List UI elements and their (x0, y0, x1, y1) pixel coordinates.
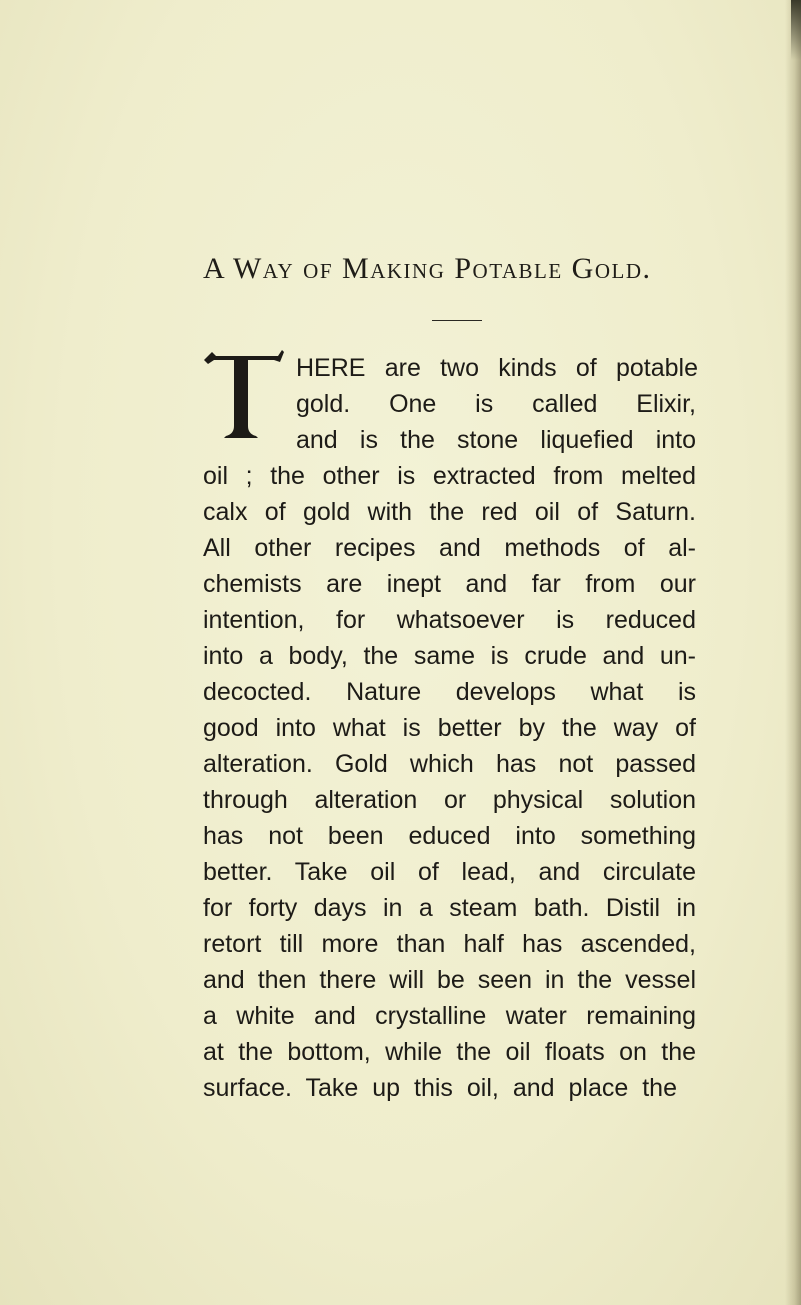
text-line: good into what is better by the way of (203, 714, 696, 742)
text-line: through alteration or physical solution (203, 786, 696, 814)
text-line: and is the stone liquefied into (296, 426, 696, 454)
text-line: surface. Take up this oil, and place the (203, 1074, 677, 1102)
text-line: has not been educed into something (203, 822, 696, 850)
text-line: for forty days in a steam bath. Distil in (203, 894, 696, 922)
text-line: gold. One is called Elixir, (296, 390, 696, 418)
text-line: and then there will be seen in the vessel (203, 966, 696, 994)
text-line: at the bottom, while the oil floats on the (203, 1038, 696, 1066)
text-line: All other recipes and methods of al- (203, 534, 696, 562)
text-line: a white and crystalline water remaining (203, 1002, 696, 1030)
text-line: chemists are inept and far from our (203, 570, 696, 598)
text-line: retort till more than half has ascended, (203, 930, 696, 958)
text-line: intention, for whatsoever is reduced (203, 606, 696, 634)
text-line: alteration. Gold which has not passed (203, 750, 696, 778)
text-line: into a body, the same is crude and un- (203, 642, 696, 670)
text-line: HERE are two kinds of potable (296, 354, 698, 382)
text-line: oil ; the other is extracted from melted (203, 462, 696, 490)
text-line: decocted. Nature develops what is (203, 678, 696, 706)
text-line: calx of gold with the red oil of Saturn. (203, 498, 696, 526)
text-line: better. Take oil of lead, and circulate (203, 858, 696, 886)
page-title: A Way of Making Potable Gold. (203, 252, 652, 285)
